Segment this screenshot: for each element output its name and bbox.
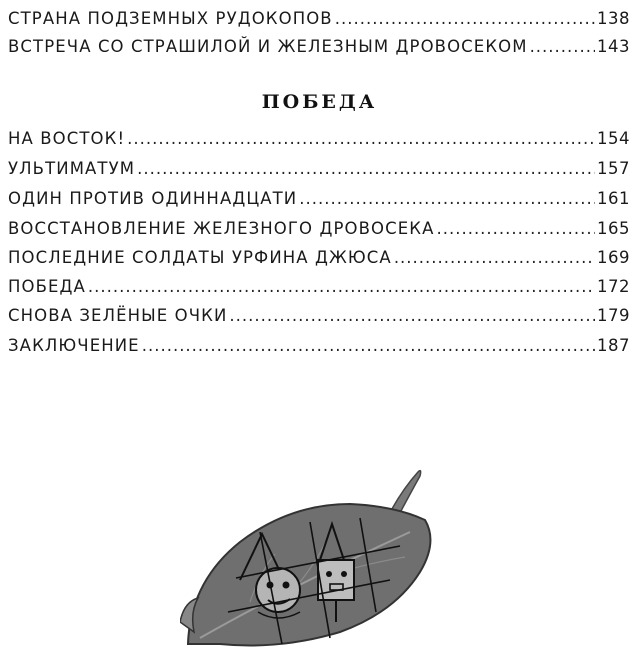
toc-leader-dots (142, 332, 595, 360)
toc-entry-title: ПОСЛЕДНИЕ СОЛДАТЫ УРФИНА ДЖЮСА (8, 248, 392, 267)
toc-entry[interactable] (8, 33, 630, 61)
toc-entry[interactable] (8, 244, 630, 272)
toc-entry-page: 143 (597, 37, 630, 56)
toc-entry-title: СТРАНА ПОДЗЕМНЫХ РУДОКОПОВ (8, 9, 333, 28)
toc-entry[interactable] (8, 273, 630, 301)
toc-leader-dots (394, 244, 595, 272)
toc-entry-page: 165 (597, 219, 630, 238)
toc-entry-title: ОДИН ПРОТИВ ОДИННАДЦАТИ (8, 189, 298, 208)
toc-entry-title: СНОВА ЗЕЛЁНЫЕ ОЧКИ (8, 306, 228, 325)
toc-entry-page: 187 (597, 336, 630, 355)
toc-entry[interactable] (8, 125, 630, 153)
toc-entry-page: 179 (597, 306, 630, 325)
leaf-drawing (180, 462, 440, 652)
toc-entry[interactable] (8, 332, 630, 360)
woodman-head (318, 560, 354, 600)
toc-entry-title: ПОБЕДА (8, 277, 86, 296)
toc-entry-page: 161 (597, 189, 630, 208)
toc-entry-page: 172 (597, 277, 630, 296)
toc-entry[interactable] (8, 185, 630, 213)
toc-entry-title: ВСТРЕЧА СО СТРАШИЛОЙ И ЖЕЛЕЗНЫМ ДРОВОСЕКОМ (8, 37, 528, 56)
toc-leader-dots (137, 155, 595, 183)
toc-leader-dots (229, 302, 595, 330)
toc-entry-title: ВОССТАНОВЛЕНИЕ ЖЕЛЕЗНОГО ДРОВОСЕКА (8, 219, 435, 238)
leaf-illustration (180, 462, 440, 652)
toc-leader-dots (436, 215, 595, 243)
toc-entry-title: НА ВОСТОК! (8, 129, 126, 148)
toc-entry-page: 138 (597, 9, 630, 28)
toc-leader-dots (127, 125, 595, 153)
toc-entry-title: УЛЬТИМАТУМ (8, 159, 136, 178)
section-heading: ПОБЕДА (261, 91, 378, 113)
toc-leader-dots (335, 5, 595, 33)
toc-entry[interactable] (8, 5, 630, 33)
toc-leader-dots (88, 273, 595, 301)
toc-entry[interactable] (8, 302, 630, 330)
toc-entry-page: 157 (597, 159, 630, 178)
toc-entry-title: ЗАКЛЮЧЕНИЕ (8, 336, 140, 355)
toc-leader-dots (299, 185, 595, 213)
toc-entry[interactable] (8, 155, 630, 183)
toc-entry-page: 154 (597, 129, 630, 148)
toc-leader-dots (530, 33, 595, 61)
toc-entry[interactable] (8, 215, 630, 243)
toc-entry-page: 169 (597, 248, 630, 267)
